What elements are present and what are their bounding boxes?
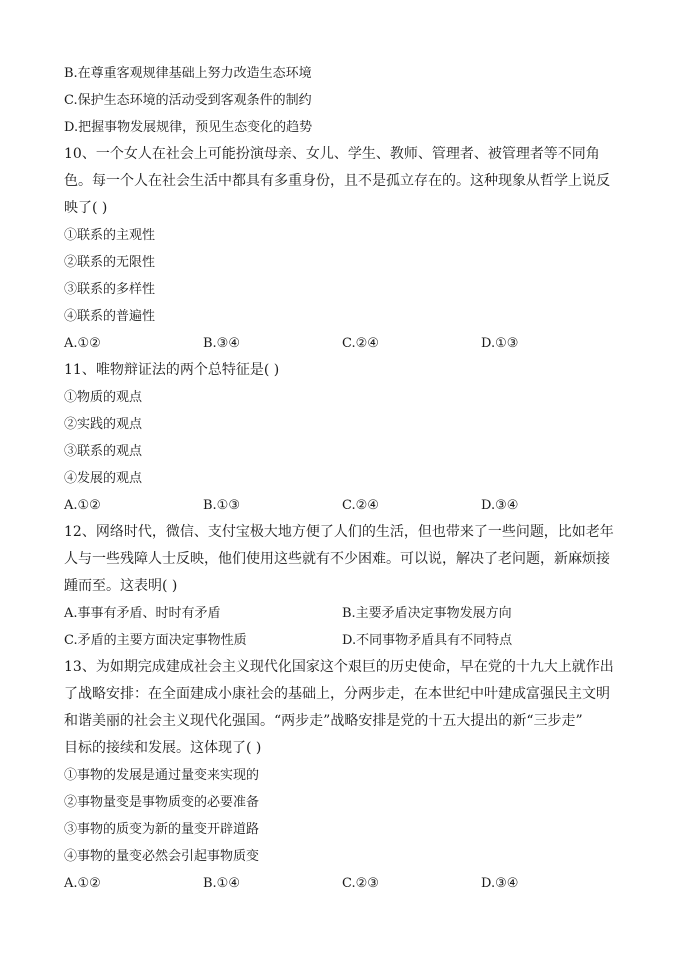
q12-choice-c: C.矛盾的主要方面决定事物性质 — [64, 633, 247, 648]
q12-choice-b: B.主要矛盾决定事物发展方向 — [342, 606, 512, 621]
q13-stem-line-1: 13、为如期完成建成社会主义现代化国家这个艰巨的历史使命，早在党的十九大上就作出 — [64, 659, 614, 675]
prev-option-c: C.保护生态环境的活动受到客观条件的制约 — [64, 93, 312, 108]
q10-choice-d: D.①③ — [481, 336, 519, 351]
q11-item-4: ④发展的观点 — [64, 471, 143, 486]
q13-item-2: ②事物量变是事物质变的必要准备 — [64, 795, 260, 810]
q12-choices-row-1 — [64, 600, 626, 627]
q11-choice-c: C.②④ — [342, 498, 379, 513]
q10-stem-line-2: 色。每一个人在社会生活中都具有多重身份，且不是孤立存在的。这种现象从哲学上说反 — [64, 173, 610, 189]
q11-choices — [64, 492, 626, 519]
q11-item-2: ②实践的观点 — [64, 417, 143, 432]
q13-item-4: ④事物的量变必然会引起事物质变 — [64, 849, 260, 864]
q11-item-1: ①物质的观点 — [64, 390, 143, 405]
question-11 — [64, 357, 626, 519]
q13-choice-c: C.②③ — [342, 876, 379, 891]
q11-choice-b: B.①③ — [203, 498, 240, 513]
q10-item-4: ④联系的普遍性 — [64, 309, 156, 324]
q13-choice-b: B.①④ — [203, 876, 240, 891]
q10-choices — [64, 330, 626, 357]
question-12 — [64, 519, 626, 654]
q11-item-3: ③联系的观点 — [64, 444, 143, 459]
q13-stem-line-4: 目标的接续和发展。这体现了( ) — [64, 740, 262, 756]
q12-choices-row-2 — [64, 627, 626, 654]
q10-item-1: ①联系的主观性 — [64, 228, 156, 243]
q10-choice-a: A.①② — [64, 336, 101, 351]
q11-choice-a: A.①② — [64, 498, 101, 513]
q12-choice-d: D.不同事物矛盾具有不同特点 — [342, 633, 513, 648]
q10-item-3: ③联系的多样性 — [64, 282, 156, 297]
q13-stem-line-3: 和谐美丽的社会主义现代化强国。“两步走”战略安排是党的十五大提出的新“三步走” — [64, 713, 583, 729]
q13-stem-line-2: 了战略安排：在全面建成小康社会的基础上，分两步走，在本世纪中叶建成富强民主文明 — [64, 686, 610, 702]
q13-item-1: ①事物的发展是通过量变来实现的 — [64, 768, 260, 783]
q10-stem-line-3: 映了( ) — [64, 200, 108, 216]
q11-stem-line-1: 11、唯物辩证法的两个总特征是( ) — [64, 362, 280, 378]
prev-option-d: D.把握事物发展规律，预见生态变化的趋势 — [64, 120, 313, 135]
q11-choice-d: D.③④ — [481, 498, 519, 513]
q10-item-2: ②联系的无限性 — [64, 255, 156, 270]
q10-stem-line-1: 10、一个女人在社会上可能扮演母亲、女儿、学生、教师、管理者、被管理者等不同角 — [64, 146, 600, 162]
q13-choice-d: D.③④ — [481, 876, 519, 891]
q10-choice-c: C.②④ — [342, 336, 379, 351]
prev-option-b: B.在尊重客观规律基础上努力改造生态环境 — [64, 66, 312, 81]
q12-choice-a: A.事事有矛盾、时时有矛盾 — [64, 606, 221, 621]
q13-choices — [64, 870, 626, 897]
q12-stem-line-1: 12、网络时代，微信、支付宝极大地方便了人们的生活，但也带来了一些问题，比如老年 — [64, 524, 614, 540]
question-10 — [64, 141, 626, 357]
q13-item-3: ③事物的质变为新的量变开辟道路 — [64, 822, 260, 837]
q12-stem-line-2: 人与一些残障人士反映，他们使用这些就有不少困难。可以说，解决了老问题，新麻烦接 — [64, 551, 610, 567]
q13-choice-a: A.①② — [64, 876, 101, 891]
question-13 — [64, 654, 626, 897]
exam-page — [64, 60, 626, 897]
q10-choice-b: B.③④ — [203, 336, 240, 351]
q12-stem-line-3: 踵而至。这表明( ) — [64, 578, 178, 594]
